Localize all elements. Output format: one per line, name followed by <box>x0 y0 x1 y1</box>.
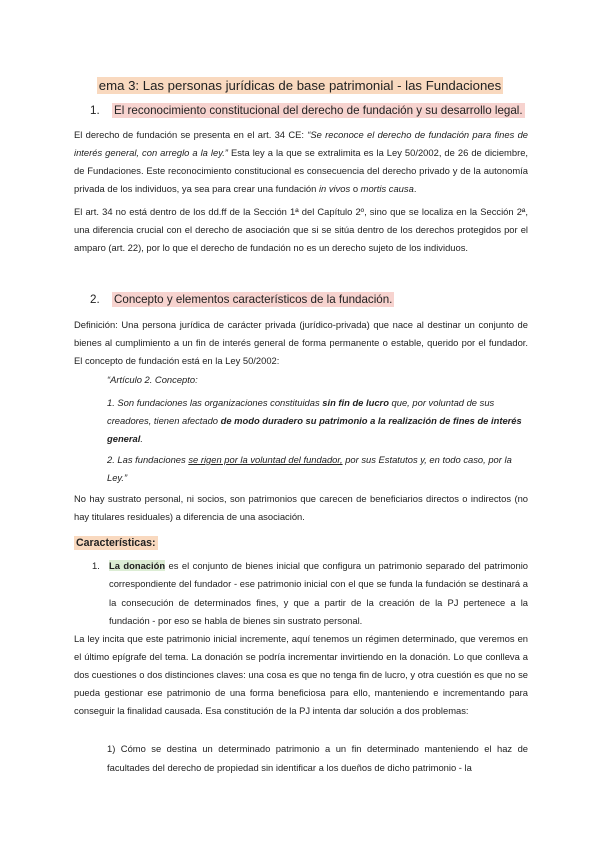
art34-quote: “Se reconoce el derecho de fundación para fines de interés general, con arreglo a la ley.” <box>74 129 529 158</box>
sin-fin-de-lucro: sin fin de lucro <box>322 397 389 408</box>
section-1-title: El reconocimiento constitucional del derecho de fundación y su desarrollo legal. <box>114 104 523 117</box>
paragraph-art34 <box>74 126 528 198</box>
no-sustrato-paragraph: No hay sustrato personal, ni socios, son patrimonios que carecen de beneficiarios directos o indirectos (no hay titulares residuales) a diferencia de una asociación. <box>74 493 528 522</box>
quote-article-heading <box>107 371 527 389</box>
voluntad-fundador: se rigen por la voluntad del fundador, <box>188 454 343 465</box>
paragraph-art34-text-2: Esta ley a la que se extralimita es la Ley 50/2002, de 26 de diciembre, de Fundaciones. Este reconocimiento constitucional es consecuencia del derecho privado y de la autonomía privada de los individuos, ya sea para crear una fundación <box>74 147 529 194</box>
quote-paragraph-2 <box>107 451 527 487</box>
quote-p1-text-2: que, por voluntad de sus creadores, tienen afectado <box>107 397 495 426</box>
paragraph-art34-text-3: o <box>350 183 361 194</box>
quote-paragraph-1 <box>107 394 527 448</box>
list-item-1-number: 1. <box>92 560 100 571</box>
definition-paragraph: Definición: Una persona jurídica de carácter privada (jurídico-privada) que nace al destinar un conjunto de bienes al cumplimiento a un fin de interés general de forma permanente o estable, querido por el fundador. El concepto de fundación está en la Ley 50/2002: <box>74 319 528 366</box>
quote-p2-text-2: por sus Estatutos y, en todo caso, por la Ley.” <box>107 454 512 483</box>
in-vivos-term: in vivos <box>318 183 351 194</box>
list-item-1-text: es el conjunto de bienes inicial que configura un patrimonio separado del patrimonio correspondiente del fundador - ese patrimonio inicial con el que se funda la fundación se destinará a la consecución de determinados fines, y que a partir de la creación de la PJ pertenece a la fundación - por eso se habla de bienes sin sustrato personal. <box>109 560 528 627</box>
paragraph-art34-text-4: . <box>413 183 417 194</box>
quote-p2-text: 2. Las fundaciones <box>107 454 189 465</box>
sub-item-1: 1) Cómo se destina un determinado patrimonio a un fin determinado manteniendo el haz de facultades del derecho de propiedad sin identificar a los dueños de dicho patrimonio - la <box>107 743 528 773</box>
section-2-heading <box>90 291 394 308</box>
caracteristicas-heading <box>74 535 158 551</box>
paragraph-ley-incita: La ley incita que este patrimonio inicial incremente, aquí tenemos un régimen determinado, que veremos en el último epígrafe del tema. La donación se podría incrementar invirtiendo en la donación. Lo que conlleva a dos cuestiones o dos distinciones claves: una cosa es que no tenga fin de lucro, y otra cuestión es que no se pueda gestionar ese patrimonio de una forma beneficiosa para ello, manteniendo e incrementando para conseguir la finalidad causada. Esa constitución de la PJ intenta dar solución a dos problemas: <box>74 633 528 716</box>
section-2-number: 2. <box>90 293 100 306</box>
quote-article-title: “Artículo 2. Concepto: <box>107 374 198 385</box>
section-2-title: Concepto y elementos característicos de la fundación. <box>114 293 393 306</box>
document-title-text: ema 3: Las personas jurídicas de base patrimonial - las Fundaciones <box>98 78 502 93</box>
document-title <box>0 77 600 95</box>
la-donacion-term: La donación <box>109 560 166 571</box>
section-1-number: 1. <box>90 104 100 117</box>
quote-p1-text: 1. Son fundaciones las organizaciones constituidas <box>107 397 323 408</box>
list-item-1 <box>109 557 528 631</box>
section-1-heading <box>90 102 525 119</box>
patrimonio-fines-interes-general: de modo duradero su patrimonio a la realización de fines de interés general <box>107 415 522 444</box>
quote-p1-end: . <box>140 433 143 444</box>
mortis-causa-term: mortis causa <box>360 183 414 194</box>
paragraph-seccion: El art. 34 no está dentro de los dd.ff de la Sección 1ª del Capítulo 2º, sino que se localiza en la Sección 2ª, una diferencia crucial con el derecho de asociación que si se sitúa dentro de los derechos protegidos por el amparo (art. 22), por lo que el derecho de fundación no es un derecho sujeto de los individuos. <box>74 206 528 253</box>
paragraph-art34-text: El derecho de fundación se presenta en el art. 34 CE: <box>74 129 308 140</box>
caracteristicas-label: Características: <box>76 537 156 549</box>
